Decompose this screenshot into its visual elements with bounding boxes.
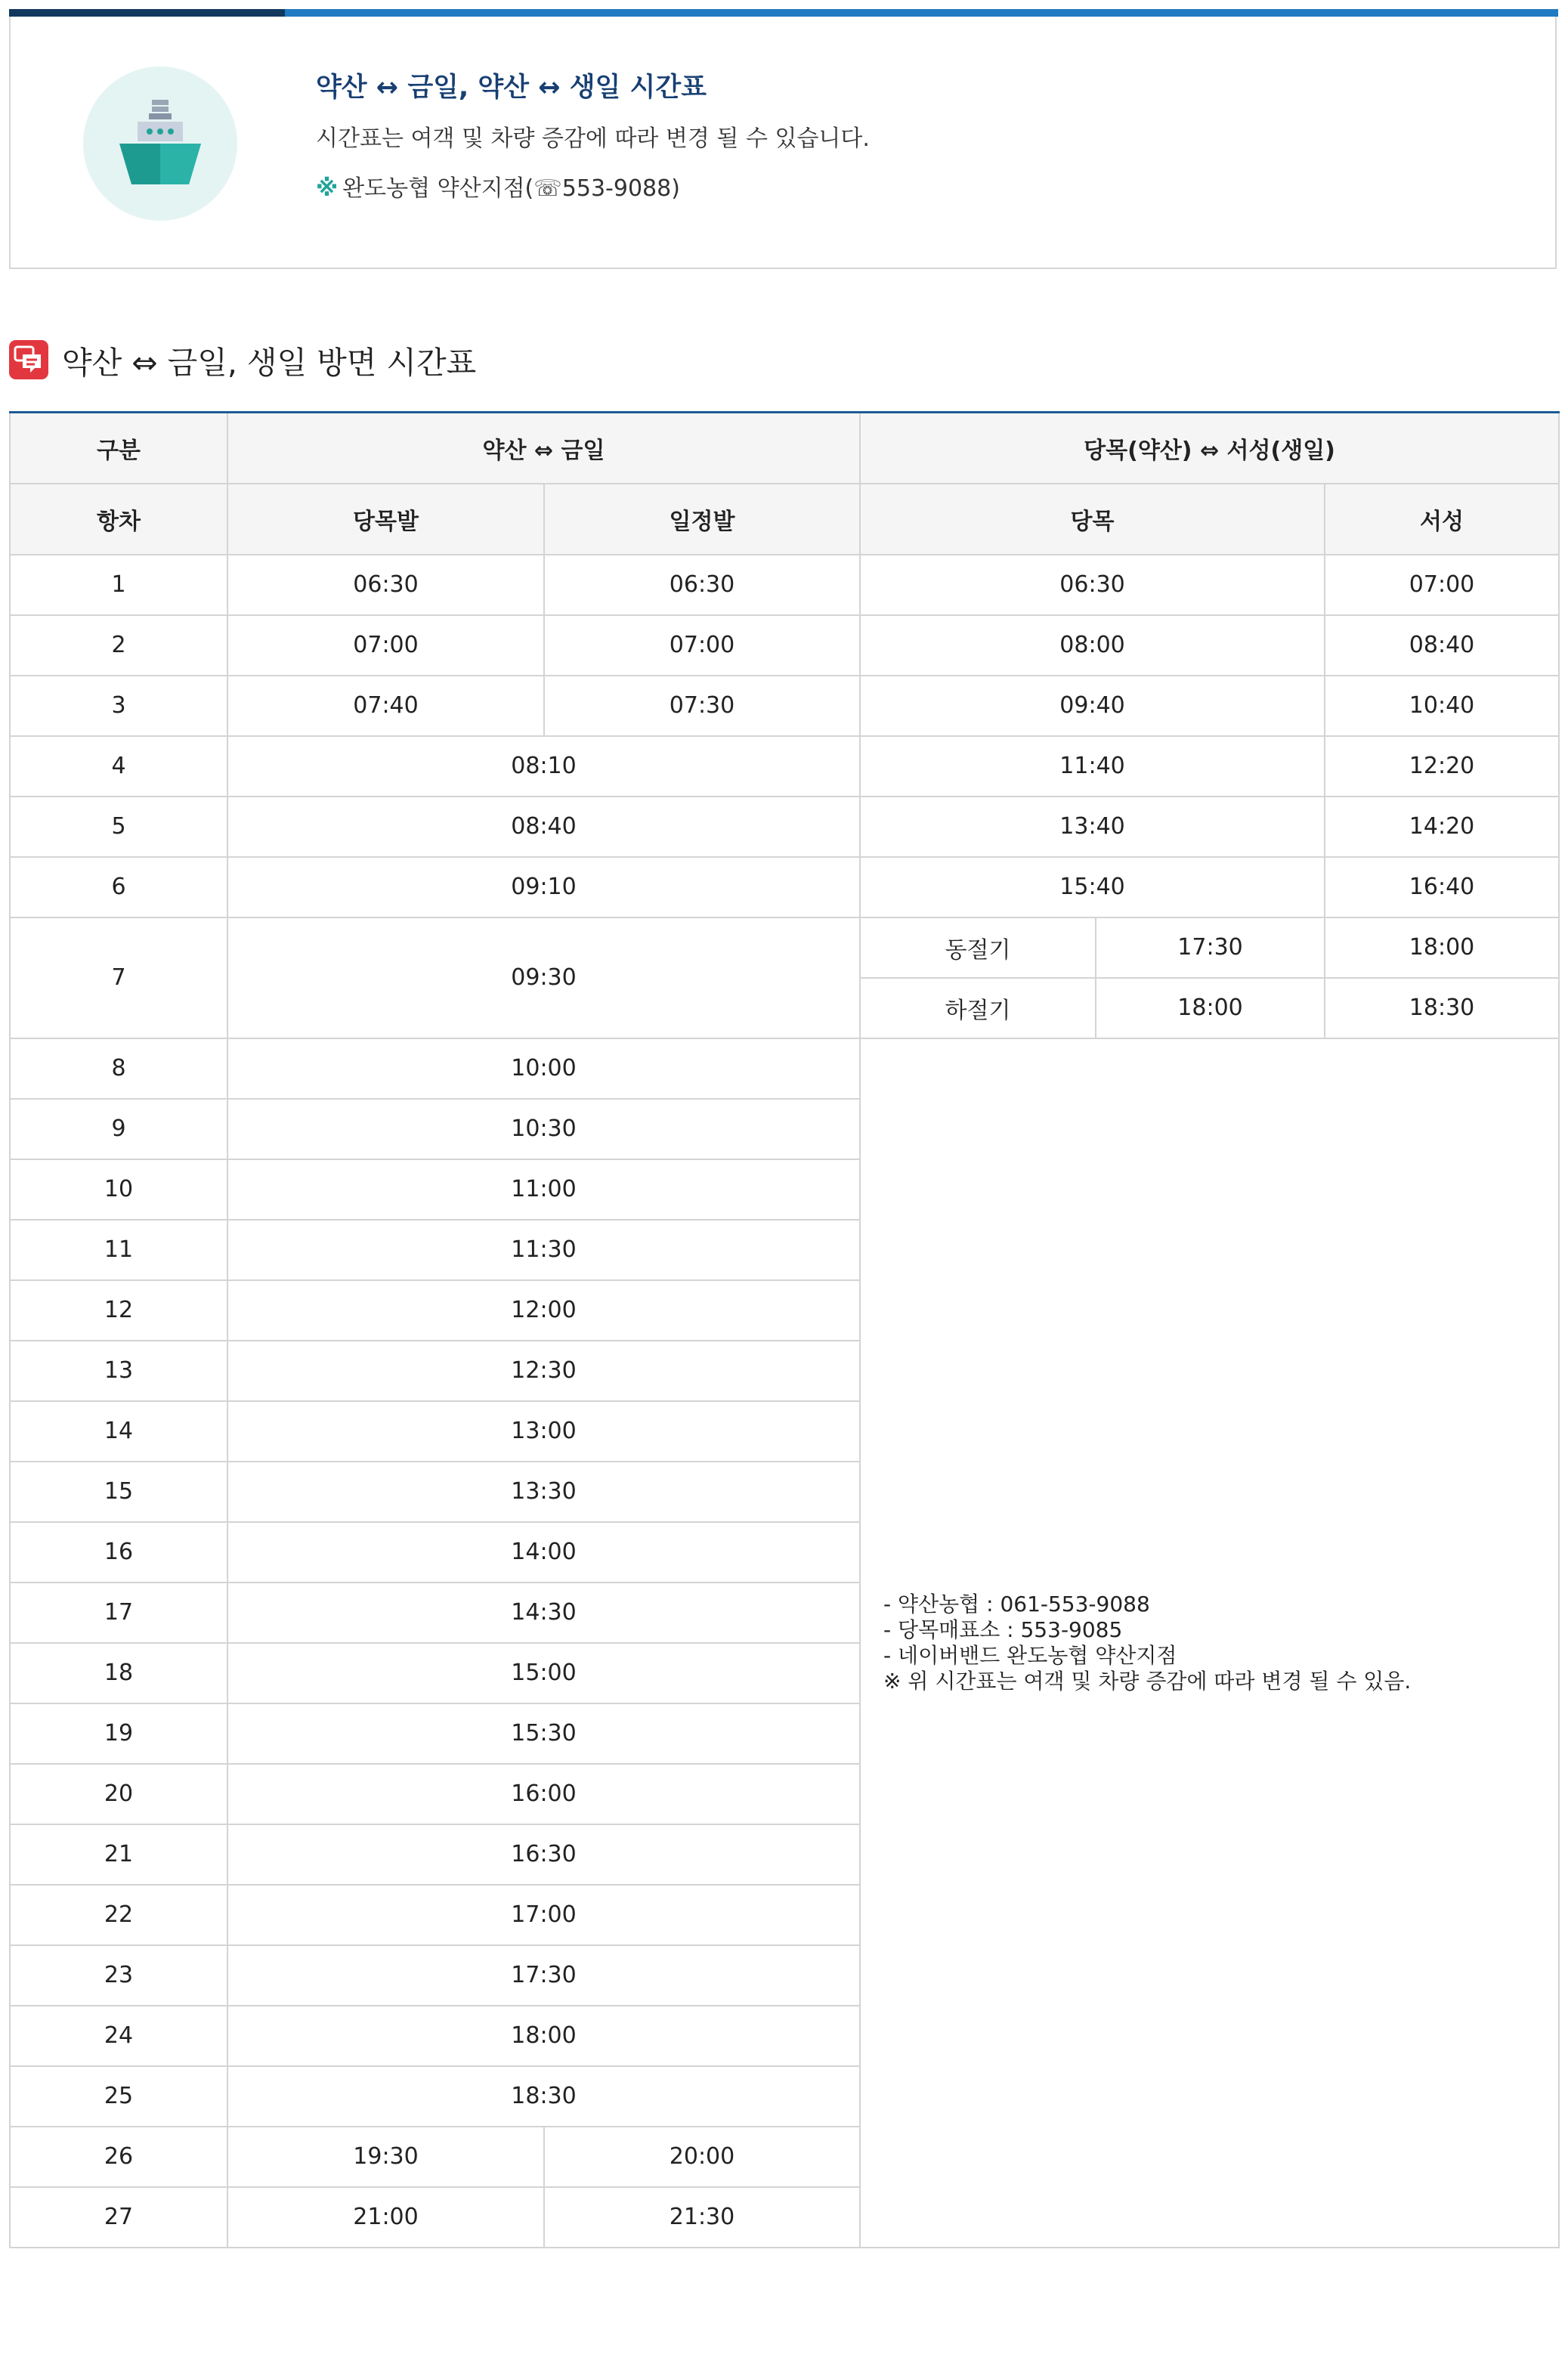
top-accent-bar bbox=[9, 9, 1558, 17]
trip-number: 10 bbox=[10, 1159, 227, 1220]
geumil-departure-time: 15:00 bbox=[227, 1643, 860, 1703]
table-row bbox=[10, 857, 1559, 917]
trip-number: 11 bbox=[10, 1220, 227, 1280]
table-row bbox=[10, 797, 1559, 857]
dangmok-time: 18:00 bbox=[1096, 978, 1325, 1038]
seoseong-time: 18:30 bbox=[1325, 978, 1559, 1038]
trip-number: 12 bbox=[10, 1280, 227, 1341]
contact-text: 완도농협 약산지점(☏553-9088) bbox=[342, 175, 680, 202]
trip-number: 1 bbox=[10, 555, 227, 615]
trip-number: 17 bbox=[10, 1583, 227, 1643]
dangmok-departure-time: 07:00 bbox=[227, 615, 544, 676]
iljeong-departure-time: 06:30 bbox=[544, 555, 860, 615]
seoseong-time: 14:20 bbox=[1325, 797, 1559, 857]
trip-number: 23 bbox=[10, 1945, 227, 2006]
geumil-departure-time: 12:00 bbox=[227, 1280, 860, 1341]
note-line: - 약산농협 : 061-553-9088 bbox=[883, 1591, 1150, 1617]
note-line: - 당목매표소 : 553-9085 bbox=[883, 1617, 1123, 1642]
geumil-departure-time: 08:40 bbox=[227, 797, 860, 857]
table-row bbox=[10, 555, 1559, 615]
iljeong-departure-time: 07:30 bbox=[544, 676, 860, 736]
header-iljeong-departure: 일정발 bbox=[544, 484, 860, 555]
geumil-departure-time: 10:30 bbox=[227, 1099, 860, 1159]
trip-number: 18 bbox=[10, 1643, 227, 1703]
geumil-departure-time: 17:00 bbox=[227, 1885, 860, 1945]
geumil-departure-time: 18:30 bbox=[227, 2066, 860, 2127]
season-label-summer: 하절기 bbox=[860, 978, 1096, 1038]
header-route-saengil: 당목(약산) ⇔ 서성(생일) bbox=[860, 413, 1559, 484]
section-title bbox=[9, 339, 476, 381]
info-title: 약산 ↔ 금일, 약산 ↔ 생일 시간표 bbox=[316, 73, 707, 103]
seoseong-time: 18:00 bbox=[1325, 917, 1559, 978]
seoseong-time: 08:40 bbox=[1325, 615, 1559, 676]
geumil-departure-time: 10:00 bbox=[227, 1038, 860, 1099]
geumil-departure-time: 15:30 bbox=[227, 1703, 860, 1764]
trip-number: 5 bbox=[10, 797, 227, 857]
dangmok-departure-time: 21:00 bbox=[227, 2187, 544, 2248]
dangmok-time: 15:40 bbox=[860, 857, 1325, 917]
trip-number: 8 bbox=[10, 1038, 227, 1099]
trip-number: 4 bbox=[10, 736, 227, 797]
geumil-departure-time: 14:30 bbox=[227, 1583, 860, 1643]
trip-number: 15 bbox=[10, 1462, 227, 1522]
trip-number: 7 bbox=[10, 917, 227, 1038]
header-dangmok: 당목 bbox=[860, 484, 1325, 555]
geumil-departure-time: 11:30 bbox=[227, 1220, 860, 1280]
dangmok-time: 06:30 bbox=[860, 555, 1325, 615]
trip-number: 19 bbox=[10, 1703, 227, 1764]
trip-number: 13 bbox=[10, 1341, 227, 1401]
geumil-departure-time: 16:30 bbox=[227, 1824, 860, 1885]
trip-number: 2 bbox=[10, 615, 227, 676]
geumil-departure-time: 12:30 bbox=[227, 1341, 860, 1401]
info-contact bbox=[316, 169, 680, 203]
top-accent-bar-dark bbox=[9, 9, 285, 17]
dangmok-departure-time: 06:30 bbox=[227, 555, 544, 615]
geumil-departure-time: 17:30 bbox=[227, 1945, 860, 2006]
seoseong-time: 07:00 bbox=[1325, 555, 1559, 615]
trip-number: 9 bbox=[10, 1099, 227, 1159]
trip-number: 6 bbox=[10, 857, 227, 917]
trip-number: 21 bbox=[10, 1824, 227, 1885]
seoseong-time: 16:40 bbox=[1325, 857, 1559, 917]
iljeong-departure-time: 20:00 bbox=[544, 2127, 860, 2187]
info-box bbox=[9, 17, 1557, 269]
trip-number: 24 bbox=[10, 2006, 227, 2066]
table-row bbox=[10, 676, 1559, 736]
contact-notes bbox=[860, 1038, 1559, 2248]
trip-number: 25 bbox=[10, 2066, 227, 2127]
note-mark: ※ bbox=[316, 175, 339, 202]
dangmok-time: 17:30 bbox=[1096, 917, 1325, 978]
header-trip: 항차 bbox=[10, 484, 227, 555]
season-label-winter: 동절기 bbox=[860, 917, 1096, 978]
geumil-departure-time: 18:00 bbox=[227, 2006, 860, 2066]
dangmok-time: 13:40 bbox=[860, 797, 1325, 857]
trip-number: 3 bbox=[10, 676, 227, 736]
header-seoseong: 서성 bbox=[1325, 484, 1559, 555]
geumil-departure-time: 09:30 bbox=[227, 917, 860, 1038]
geumil-departure-time: 11:00 bbox=[227, 1159, 860, 1220]
trip-number: 27 bbox=[10, 2187, 227, 2248]
section-title-text: 약산 ⇔ 금일, 생일 방면 시간표 bbox=[62, 344, 477, 381]
table-row bbox=[10, 917, 1559, 978]
seoseong-time: 12:20 bbox=[1325, 736, 1559, 797]
dangmok-time: 09:40 bbox=[860, 676, 1325, 736]
dangmok-departure-time: 19:30 bbox=[227, 2127, 544, 2187]
dangmok-time: 08:00 bbox=[860, 615, 1325, 676]
geumil-departure-time: 13:30 bbox=[227, 1462, 860, 1522]
trip-number: 16 bbox=[10, 1522, 227, 1583]
header-group: 구분 bbox=[10, 413, 227, 484]
dangmok-time: 11:40 bbox=[860, 736, 1325, 797]
note-line: ※ 위 시간표는 여객 및 차량 증감에 따라 변경 될 수 있음. bbox=[883, 1668, 1412, 1694]
trip-number: 14 bbox=[10, 1401, 227, 1462]
ship-icon-circle bbox=[83, 67, 237, 221]
header-route-geumil: 약산 ⇔ 금일 bbox=[227, 413, 860, 484]
timetable bbox=[9, 411, 1560, 2248]
geumil-departure-time: 16:00 bbox=[227, 1764, 860, 1824]
info-description: 시간표는 여객 및 차량 증감에 따라 변경 될 수 있습니다. bbox=[316, 125, 870, 152]
speech-bubble-icon bbox=[9, 340, 48, 379]
iljeong-departure-time: 21:30 bbox=[544, 2187, 860, 2248]
trip-number: 26 bbox=[10, 2127, 227, 2187]
geumil-departure-time: 09:10 bbox=[227, 857, 860, 917]
geumil-departure-time: 13:00 bbox=[227, 1401, 860, 1462]
note-line: - 네이버밴드 완도농협 약산지점 bbox=[883, 1642, 1177, 1668]
geumil-departure-time: 14:00 bbox=[227, 1522, 860, 1583]
dangmok-departure-time: 07:40 bbox=[227, 676, 544, 736]
header-dangmok-departure: 당목발 bbox=[227, 484, 544, 555]
trip-number: 22 bbox=[10, 1885, 227, 1945]
seoseong-time: 10:40 bbox=[1325, 676, 1559, 736]
iljeong-departure-time: 07:00 bbox=[544, 615, 860, 676]
table-row bbox=[10, 615, 1559, 676]
table-row bbox=[10, 736, 1559, 797]
ship-icon bbox=[115, 97, 206, 190]
geumil-departure-time: 08:10 bbox=[227, 736, 860, 797]
table-row bbox=[10, 1038, 1559, 1099]
trip-number: 20 bbox=[10, 1764, 227, 1824]
